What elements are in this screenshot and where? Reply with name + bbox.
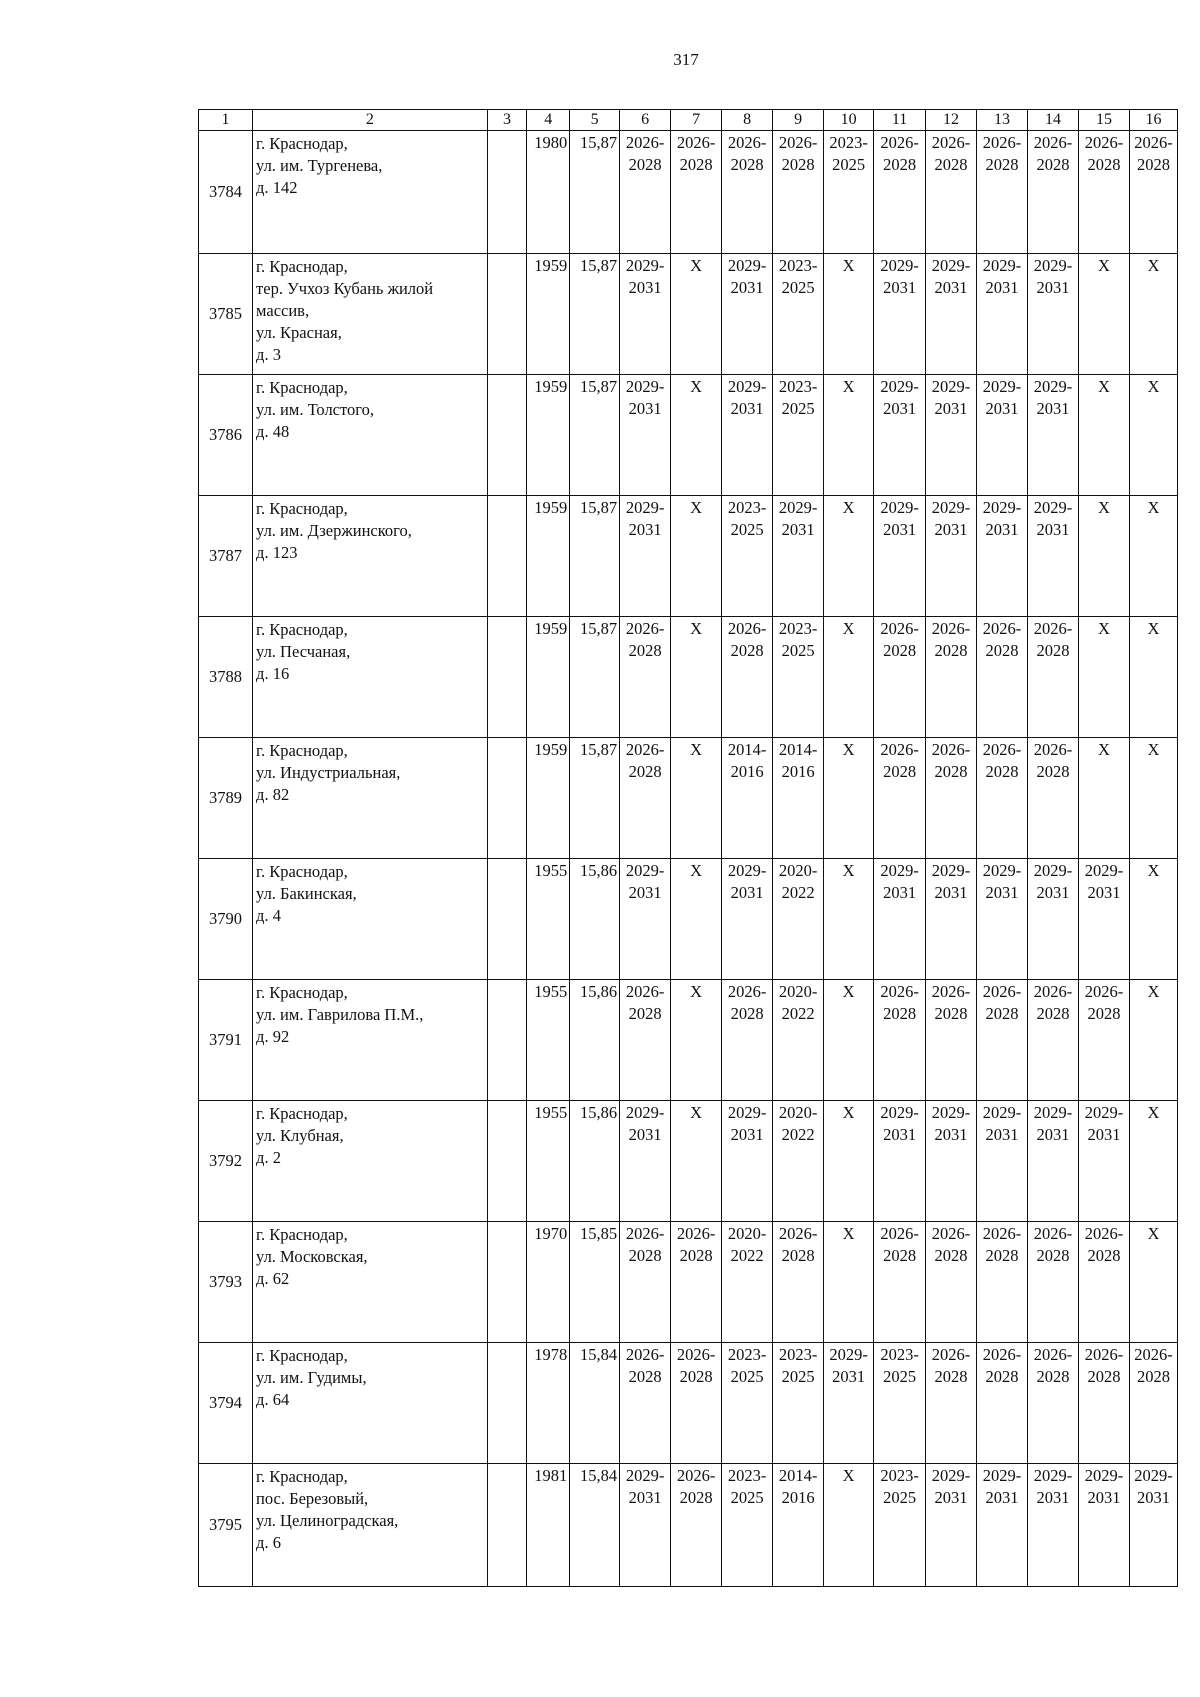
year-cell: 1959 bbox=[527, 375, 570, 496]
column-15-cell: 2026- 2028 bbox=[1079, 1222, 1130, 1343]
column-13-cell: 2026- 2028 bbox=[977, 131, 1028, 254]
column-9-cell: 2026- 2028 bbox=[773, 131, 824, 254]
column-12-cell: 2026- 2028 bbox=[926, 1222, 977, 1343]
column-10-cell: 2029- 2031 bbox=[824, 1343, 874, 1464]
column-header: 5 bbox=[570, 110, 620, 131]
column-7-cell: X bbox=[671, 375, 722, 496]
column-8-cell: 2023- 2025 bbox=[722, 1464, 773, 1587]
column-7-cell: 2026- 2028 bbox=[671, 1222, 722, 1343]
page-number: 317 bbox=[673, 50, 699, 69]
column-3-cell bbox=[487, 1464, 527, 1587]
header-row bbox=[199, 110, 1178, 131]
column-15-cell: X bbox=[1079, 617, 1130, 738]
row-number-cell: 3788 bbox=[199, 617, 253, 738]
column-11-cell: 2026- 2028 bbox=[874, 1222, 926, 1343]
column-10-cell: X bbox=[824, 254, 874, 375]
column-7-cell: X bbox=[671, 859, 722, 980]
column-11-cell: 2023- 2025 bbox=[874, 1343, 926, 1464]
table-row bbox=[199, 1222, 1178, 1343]
column-header: 13 bbox=[977, 110, 1028, 131]
column-3-cell bbox=[487, 859, 527, 980]
column-6-cell: 2026- 2028 bbox=[620, 1343, 671, 1464]
column-14-cell: 2026- 2028 bbox=[1028, 131, 1079, 254]
year-cell: 1955 bbox=[527, 980, 570, 1101]
column-14-cell: 2029- 2031 bbox=[1028, 496, 1079, 617]
column-9-cell: 2023- 2025 bbox=[773, 254, 824, 375]
row-number-cell: 3792 bbox=[199, 1101, 253, 1222]
column-12-cell: 2026- 2028 bbox=[926, 980, 977, 1101]
column-16-cell: X bbox=[1130, 254, 1178, 375]
column-14-cell: 2026- 2028 bbox=[1028, 980, 1079, 1101]
column-13-cell: 2026- 2028 bbox=[977, 980, 1028, 1101]
rate-cell: 15,86 bbox=[570, 1101, 620, 1222]
column-16-cell: 2026- 2028 bbox=[1130, 131, 1178, 254]
column-12-cell: 2029- 2031 bbox=[926, 254, 977, 375]
address-cell: г. Краснодар, ул. им. Дзержинского, д. 123 bbox=[253, 496, 488, 617]
column-12-cell: 2026- 2028 bbox=[926, 131, 977, 254]
address-cell: г. Краснодар, ул. Индустриальная, д. 82 bbox=[253, 738, 488, 859]
row-number-cell: 3793 bbox=[199, 1222, 253, 1343]
rate-cell: 15,85 bbox=[570, 1222, 620, 1343]
column-6-cell: 2026- 2028 bbox=[620, 131, 671, 254]
column-6-cell: 2029- 2031 bbox=[620, 1101, 671, 1222]
column-8-cell: 2026- 2028 bbox=[722, 980, 773, 1101]
rate-cell: 15,87 bbox=[570, 254, 620, 375]
column-3-cell bbox=[487, 496, 527, 617]
address-cell: г. Краснодар, ул. Бакинская, д. 4 bbox=[253, 859, 488, 980]
column-11-cell: 2029- 2031 bbox=[874, 254, 926, 375]
address-cell: г. Краснодар, ул. им. Тургенева, д. 142 bbox=[253, 131, 488, 254]
column-header: 2 bbox=[253, 110, 488, 131]
column-16-cell: 2026- 2028 bbox=[1130, 1343, 1178, 1464]
column-11-cell: 2023- 2025 bbox=[874, 1464, 926, 1587]
column-12-cell: 2026- 2028 bbox=[926, 1343, 977, 1464]
column-16-cell: 2029- 2031 bbox=[1130, 1464, 1178, 1587]
row-number-cell: 3794 bbox=[199, 1343, 253, 1464]
address-cell: г. Краснодар, ул. им. Толстого, д. 48 bbox=[253, 375, 488, 496]
address-cell: г. Краснодар, ул. Клубная, д. 2 bbox=[253, 1101, 488, 1222]
column-9-cell: 2020- 2022 bbox=[773, 1101, 824, 1222]
column-header: 8 bbox=[722, 110, 773, 131]
year-cell: 1959 bbox=[527, 496, 570, 617]
column-14-cell: 2026- 2028 bbox=[1028, 1222, 1079, 1343]
column-15-cell: 2026- 2028 bbox=[1079, 980, 1130, 1101]
column-13-cell: 2026- 2028 bbox=[977, 617, 1028, 738]
column-8-cell: 2029- 2031 bbox=[722, 859, 773, 980]
column-8-cell: 2023- 2025 bbox=[722, 1343, 773, 1464]
column-header: 16 bbox=[1130, 110, 1178, 131]
table-row bbox=[199, 254, 1178, 375]
column-13-cell: 2029- 2031 bbox=[977, 375, 1028, 496]
column-7-cell: X bbox=[671, 980, 722, 1101]
column-16-cell: X bbox=[1130, 375, 1178, 496]
column-11-cell: 2026- 2028 bbox=[874, 980, 926, 1101]
column-16-cell: X bbox=[1130, 1222, 1178, 1343]
table-row bbox=[199, 1464, 1178, 1587]
column-7-cell: 2026- 2028 bbox=[671, 131, 722, 254]
column-3-cell bbox=[487, 1222, 527, 1343]
column-9-cell: 2014- 2016 bbox=[773, 738, 824, 859]
column-11-cell: 2026- 2028 bbox=[874, 617, 926, 738]
column-6-cell: 2026- 2028 bbox=[620, 980, 671, 1101]
column-7-cell: X bbox=[671, 254, 722, 375]
column-7-cell: X bbox=[671, 1101, 722, 1222]
column-14-cell: 2026- 2028 bbox=[1028, 1343, 1079, 1464]
column-11-cell: 2029- 2031 bbox=[874, 1101, 926, 1222]
column-9-cell: 2023- 2025 bbox=[773, 375, 824, 496]
row-number-cell: 3795 bbox=[199, 1464, 253, 1587]
column-header: 12 bbox=[926, 110, 977, 131]
address-cell: г. Краснодар, ул. им. Гудимы, д. 64 bbox=[253, 1343, 488, 1464]
column-8-cell: 2026- 2028 bbox=[722, 617, 773, 738]
column-15-cell: X bbox=[1079, 496, 1130, 617]
rate-cell: 15,84 bbox=[570, 1464, 620, 1587]
column-8-cell: 2020- 2022 bbox=[722, 1222, 773, 1343]
column-8-cell: 2029- 2031 bbox=[722, 375, 773, 496]
column-14-cell: 2029- 2031 bbox=[1028, 1464, 1079, 1587]
address-cell: г. Краснодар, ул. Песчаная, д. 16 bbox=[253, 617, 488, 738]
column-14-cell: 2029- 2031 bbox=[1028, 254, 1079, 375]
column-16-cell: X bbox=[1130, 859, 1178, 980]
column-7-cell: 2026- 2028 bbox=[671, 1464, 722, 1587]
column-13-cell: 2026- 2028 bbox=[977, 1343, 1028, 1464]
column-15-cell: X bbox=[1079, 738, 1130, 859]
column-10-cell: X bbox=[824, 738, 874, 859]
rate-cell: 15,87 bbox=[570, 131, 620, 254]
column-3-cell bbox=[487, 375, 527, 496]
column-9-cell: 2014- 2016 bbox=[773, 1464, 824, 1587]
column-header: 9 bbox=[773, 110, 824, 131]
row-number-cell: 3784 bbox=[199, 131, 253, 254]
column-9-cell: 2023- 2025 bbox=[773, 617, 824, 738]
rate-cell: 15,87 bbox=[570, 496, 620, 617]
column-13-cell: 2029- 2031 bbox=[977, 496, 1028, 617]
address-cell: г. Краснодар, тер. Учхоз Кубань жилой массив, ул. Красная, д. 3 bbox=[253, 254, 488, 375]
year-cell: 1955 bbox=[527, 859, 570, 980]
column-10-cell: 2023- 2025 bbox=[824, 131, 874, 254]
column-13-cell: 2029- 2031 bbox=[977, 254, 1028, 375]
column-15-cell: X bbox=[1079, 375, 1130, 496]
table-row bbox=[199, 738, 1178, 859]
rate-cell: 15,87 bbox=[570, 375, 620, 496]
column-10-cell: X bbox=[824, 617, 874, 738]
column-12-cell: 2029- 2031 bbox=[926, 859, 977, 980]
address-cell: г. Краснодар, ул. им. Гаврилова П.М., д. 92 bbox=[253, 980, 488, 1101]
column-14-cell: 2029- 2031 bbox=[1028, 859, 1079, 980]
table-row bbox=[199, 1343, 1178, 1464]
table-body bbox=[199, 131, 1178, 1587]
column-10-cell: X bbox=[824, 980, 874, 1101]
row-number-cell: 3790 bbox=[199, 859, 253, 980]
rate-cell: 15,87 bbox=[570, 617, 620, 738]
address-cell: г. Краснодар, пос. Березовый, ул. Целиноградская, д. 6 bbox=[253, 1464, 488, 1587]
address-cell: г. Краснодар, ул. Московская, д. 62 bbox=[253, 1222, 488, 1343]
column-6-cell: 2029- 2031 bbox=[620, 375, 671, 496]
column-6-cell: 2029- 2031 bbox=[620, 1464, 671, 1587]
column-6-cell: 2026- 2028 bbox=[620, 738, 671, 859]
column-14-cell: 2029- 2031 bbox=[1028, 1101, 1079, 1222]
column-16-cell: X bbox=[1130, 617, 1178, 738]
row-number-cell: 3785 bbox=[199, 254, 253, 375]
row-number-cell: 3789 bbox=[199, 738, 253, 859]
row-number-cell: 3786 bbox=[199, 375, 253, 496]
column-12-cell: 2029- 2031 bbox=[926, 375, 977, 496]
column-9-cell: 2029- 2031 bbox=[773, 496, 824, 617]
year-cell: 1959 bbox=[527, 617, 570, 738]
column-11-cell: 2026- 2028 bbox=[874, 131, 926, 254]
column-7-cell: 2026- 2028 bbox=[671, 1343, 722, 1464]
year-cell: 1959 bbox=[527, 738, 570, 859]
column-8-cell: 2026- 2028 bbox=[722, 131, 773, 254]
column-header: 4 bbox=[527, 110, 570, 131]
column-9-cell: 2023- 2025 bbox=[773, 1343, 824, 1464]
column-10-cell: X bbox=[824, 496, 874, 617]
column-15-cell: 2026- 2028 bbox=[1079, 131, 1130, 254]
year-cell: 1981 bbox=[527, 1464, 570, 1587]
column-9-cell: 2020- 2022 bbox=[773, 980, 824, 1101]
column-8-cell: 2029- 2031 bbox=[722, 254, 773, 375]
column-15-cell: 2026- 2028 bbox=[1079, 1343, 1130, 1464]
column-3-cell bbox=[487, 1343, 527, 1464]
column-3-cell bbox=[487, 1101, 527, 1222]
column-header: 11 bbox=[874, 110, 926, 131]
column-14-cell: 2029- 2031 bbox=[1028, 375, 1079, 496]
column-16-cell: X bbox=[1130, 980, 1178, 1101]
column-header: 1 bbox=[199, 110, 253, 131]
year-cell: 1978 bbox=[527, 1343, 570, 1464]
column-11-cell: 2029- 2031 bbox=[874, 859, 926, 980]
column-10-cell: X bbox=[824, 1464, 874, 1587]
column-13-cell: 2029- 2031 bbox=[977, 1101, 1028, 1222]
year-cell: 1959 bbox=[527, 254, 570, 375]
column-9-cell: 2026- 2028 bbox=[773, 1222, 824, 1343]
column-15-cell: 2029- 2031 bbox=[1079, 859, 1130, 980]
column-14-cell: 2026- 2028 bbox=[1028, 617, 1079, 738]
column-header: 10 bbox=[824, 110, 874, 131]
column-3-cell bbox=[487, 738, 527, 859]
table-row bbox=[199, 375, 1178, 496]
registry-table bbox=[198, 109, 1178, 1587]
column-12-cell: 2026- 2028 bbox=[926, 617, 977, 738]
column-3-cell bbox=[487, 254, 527, 375]
column-8-cell: 2029- 2031 bbox=[722, 1101, 773, 1222]
column-header: 6 bbox=[620, 110, 671, 131]
column-7-cell: X bbox=[671, 617, 722, 738]
column-14-cell: 2026- 2028 bbox=[1028, 738, 1079, 859]
column-6-cell: 2029- 2031 bbox=[620, 496, 671, 617]
column-6-cell: 2026- 2028 bbox=[620, 617, 671, 738]
column-13-cell: 2029- 2031 bbox=[977, 859, 1028, 980]
column-header: 15 bbox=[1079, 110, 1130, 131]
column-13-cell: 2029- 2031 bbox=[977, 1464, 1028, 1587]
table-row bbox=[199, 980, 1178, 1101]
rate-cell: 15,86 bbox=[570, 980, 620, 1101]
column-10-cell: X bbox=[824, 859, 874, 980]
column-11-cell: 2029- 2031 bbox=[874, 375, 926, 496]
column-header: 7 bbox=[671, 110, 722, 131]
table-row bbox=[199, 617, 1178, 738]
column-10-cell: X bbox=[824, 1222, 874, 1343]
rate-cell: 15,86 bbox=[570, 859, 620, 980]
table-row bbox=[199, 131, 1178, 254]
column-15-cell: 2029- 2031 bbox=[1079, 1101, 1130, 1222]
column-3-cell bbox=[487, 980, 527, 1101]
year-cell: 1980 bbox=[527, 131, 570, 254]
column-header: 14 bbox=[1028, 110, 1079, 131]
row-number-cell: 3787 bbox=[199, 496, 253, 617]
column-16-cell: X bbox=[1130, 738, 1178, 859]
column-8-cell: 2023- 2025 bbox=[722, 496, 773, 617]
column-3-cell bbox=[487, 131, 527, 254]
column-15-cell: X bbox=[1079, 254, 1130, 375]
column-6-cell: 2029- 2031 bbox=[620, 254, 671, 375]
table-row bbox=[199, 496, 1178, 617]
column-16-cell: X bbox=[1130, 496, 1178, 617]
column-12-cell: 2029- 2031 bbox=[926, 496, 977, 617]
row-number-cell: 3791 bbox=[199, 980, 253, 1101]
column-6-cell: 2026- 2028 bbox=[620, 1222, 671, 1343]
column-7-cell: X bbox=[671, 496, 722, 617]
column-12-cell: 2029- 2031 bbox=[926, 1101, 977, 1222]
year-cell: 1970 bbox=[527, 1222, 570, 1343]
column-13-cell: 2026- 2028 bbox=[977, 738, 1028, 859]
column-3-cell bbox=[487, 617, 527, 738]
column-12-cell: 2029- 2031 bbox=[926, 1464, 977, 1587]
rate-cell: 15,84 bbox=[570, 1343, 620, 1464]
column-12-cell: 2026- 2028 bbox=[926, 738, 977, 859]
column-11-cell: 2026- 2028 bbox=[874, 738, 926, 859]
column-8-cell: 2014- 2016 bbox=[722, 738, 773, 859]
column-9-cell: 2020- 2022 bbox=[773, 859, 824, 980]
table-row bbox=[199, 1101, 1178, 1222]
column-10-cell: X bbox=[824, 1101, 874, 1222]
table-row bbox=[199, 859, 1178, 980]
column-header: 3 bbox=[487, 110, 527, 131]
column-6-cell: 2029- 2031 bbox=[620, 859, 671, 980]
column-15-cell: 2029- 2031 bbox=[1079, 1464, 1130, 1587]
column-13-cell: 2026- 2028 bbox=[977, 1222, 1028, 1343]
column-16-cell: X bbox=[1130, 1101, 1178, 1222]
column-11-cell: 2029- 2031 bbox=[874, 496, 926, 617]
column-7-cell: X bbox=[671, 738, 722, 859]
year-cell: 1955 bbox=[527, 1101, 570, 1222]
column-10-cell: X bbox=[824, 375, 874, 496]
rate-cell: 15,87 bbox=[570, 738, 620, 859]
